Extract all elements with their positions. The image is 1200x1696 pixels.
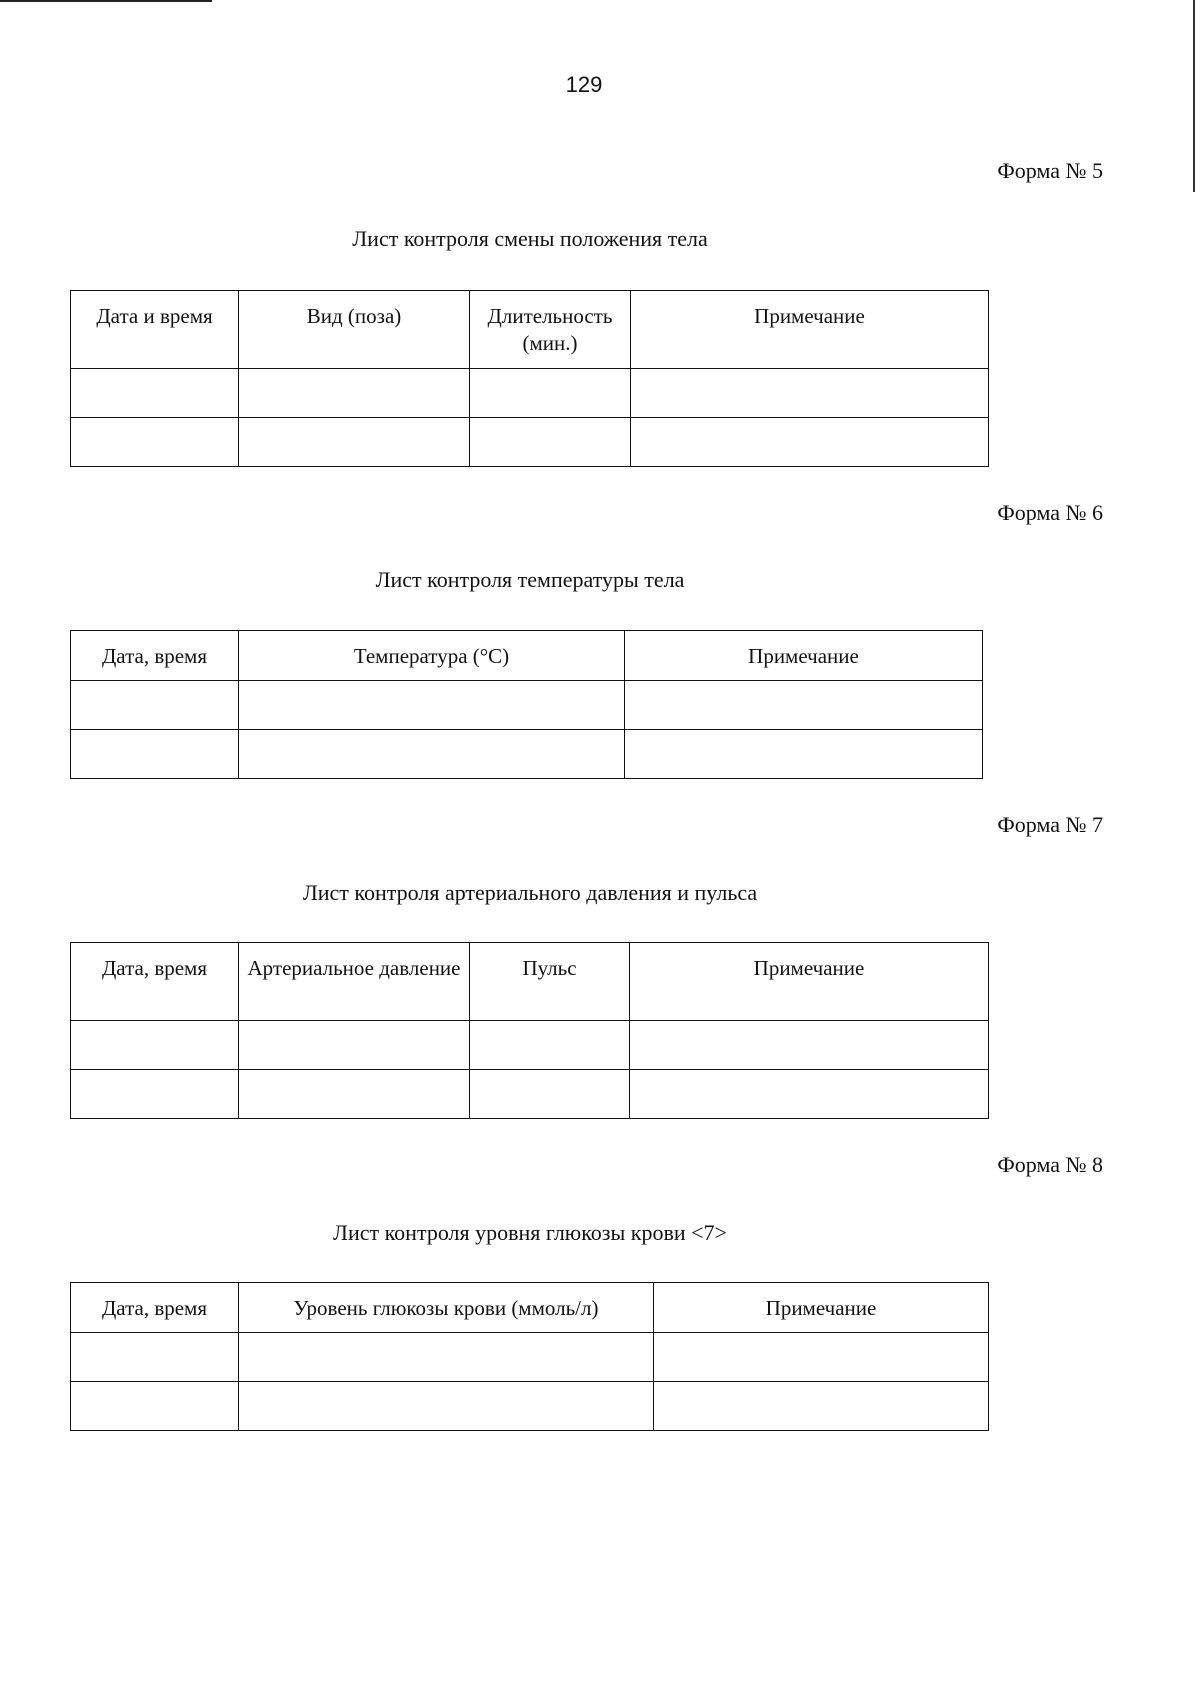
column-header-date-time: Дата, время	[71, 943, 239, 1021]
form-5-label: Форма № 5	[997, 158, 1103, 183]
form-6-label: Форма № 6	[997, 500, 1103, 525]
table-cell[interactable]	[239, 681, 625, 730]
scan-edge-line-top	[0, 0, 212, 2]
table-cell[interactable]	[630, 1070, 989, 1119]
scan-edge-line-right	[1193, 0, 1195, 192]
form-8-label: Форма № 8	[997, 1152, 1103, 1177]
table-cell[interactable]	[71, 418, 239, 467]
column-header-blood-pressure: Артериальное давление	[239, 943, 470, 1021]
page-number: 129	[565, 72, 603, 97]
table-cell[interactable]	[654, 1382, 989, 1431]
column-header-note: Примечание	[630, 943, 989, 1021]
table-cell[interactable]	[239, 1070, 470, 1119]
form-7-table	[70, 942, 989, 1119]
table-cell[interactable]	[470, 1021, 630, 1070]
column-header-date-time: Дата, время	[71, 1283, 239, 1333]
form-6-title: Лист контроля температуры тела	[375, 567, 685, 592]
table-row	[71, 730, 983, 779]
form-6-table	[70, 630, 983, 779]
table-cell[interactable]	[631, 418, 989, 467]
form-5-table	[70, 290, 989, 467]
table-row	[71, 1333, 989, 1382]
column-header-note: Примечание	[654, 1283, 989, 1333]
table-cell[interactable]	[239, 1333, 654, 1382]
form-7-title: Лист контроля артериального давления и пульса	[302, 880, 758, 905]
table-row	[71, 369, 989, 418]
table-cell[interactable]	[631, 369, 989, 418]
column-header-note: Примечание	[625, 631, 983, 681]
table-cell[interactable]	[71, 1070, 239, 1119]
table-cell[interactable]	[239, 1382, 654, 1431]
table-cell[interactable]	[239, 418, 470, 467]
table-cell[interactable]	[71, 1021, 239, 1070]
table-cell[interactable]	[470, 369, 631, 418]
table-cell[interactable]	[239, 1021, 470, 1070]
table-cell[interactable]	[71, 1333, 239, 1382]
form-5-title: Лист контроля смены положения тела	[352, 226, 708, 251]
table-row	[71, 1382, 989, 1431]
column-header-duration: Длительность (мин.)	[470, 291, 631, 369]
column-header-temperature: Температура (°C)	[239, 631, 625, 681]
column-header-glucose-level: Уровень глюкозы крови (ммоль/л)	[239, 1283, 654, 1333]
table-row	[71, 681, 983, 730]
table-row	[71, 1021, 989, 1070]
table-cell[interactable]	[71, 1382, 239, 1431]
table-header-row	[71, 1283, 989, 1333]
table-header-row	[71, 291, 989, 369]
table-cell[interactable]	[625, 681, 983, 730]
column-header-note: Примечание	[631, 291, 989, 369]
table-cell[interactable]	[239, 369, 470, 418]
table-cell[interactable]	[71, 681, 239, 730]
form-8-title: Лист контроля уровня глюкозы крови <7>	[333, 1220, 727, 1245]
column-header-date-time: Дата, время	[71, 631, 239, 681]
table-cell[interactable]	[654, 1333, 989, 1382]
column-header-pulse: Пульс	[470, 943, 630, 1021]
form-7-label: Форма № 7	[997, 812, 1103, 837]
table-row	[71, 1070, 989, 1119]
table-cell[interactable]	[71, 730, 239, 779]
table-cell[interactable]	[239, 730, 625, 779]
table-cell[interactable]	[630, 1021, 989, 1070]
column-header-pose: Вид (поза)	[239, 291, 470, 369]
table-cell[interactable]	[470, 1070, 630, 1119]
table-cell[interactable]	[625, 730, 983, 779]
table-cell[interactable]	[470, 418, 631, 467]
table-header-row	[71, 631, 983, 681]
table-header-row	[71, 943, 989, 1021]
column-header-date-time: Дата и время	[71, 291, 239, 369]
form-8-table	[70, 1282, 989, 1431]
table-row	[71, 418, 989, 467]
table-cell[interactable]	[71, 369, 239, 418]
